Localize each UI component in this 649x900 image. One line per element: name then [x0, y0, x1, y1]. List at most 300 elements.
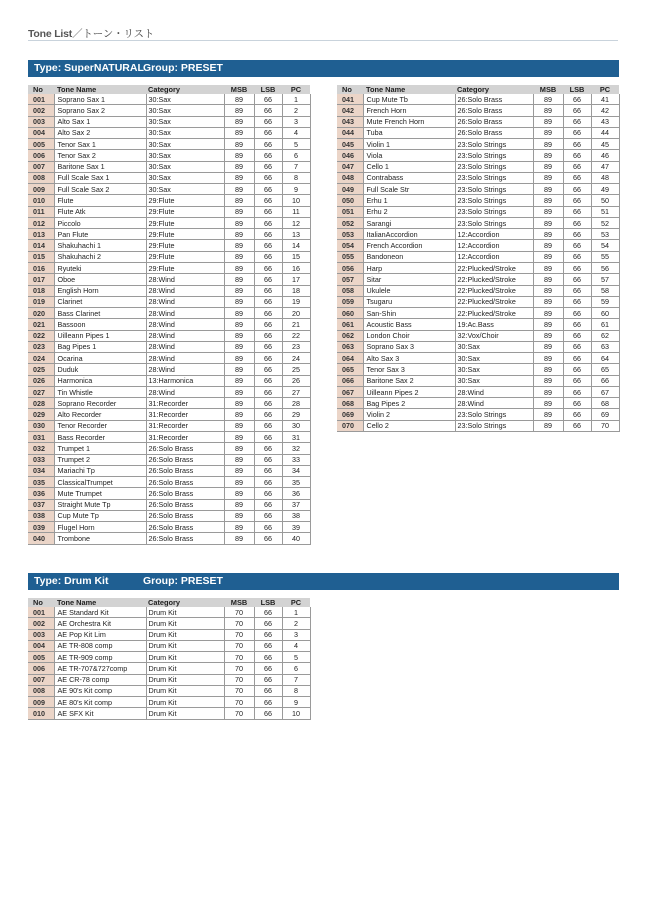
cell-pc: 69 [591, 409, 619, 420]
table-row [28, 161, 310, 172]
cell-lsb: 66 [254, 240, 282, 251]
cell-category: 30:Sax [146, 139, 224, 150]
table-row [28, 533, 310, 544]
cell-name: Soprano Sax 2 [54, 105, 146, 116]
table-row [28, 217, 310, 228]
column-header-category: Category [146, 85, 224, 94]
cell-lsb: 66 [254, 488, 282, 499]
cell-name: Violin 2 [363, 409, 455, 420]
cell-category: 30:Sax [146, 94, 224, 105]
cell-msb: 89 [224, 533, 254, 544]
cell-pc: 46 [591, 150, 619, 161]
cell-lsb: 66 [563, 420, 591, 431]
cell-category: 30:Sax [146, 105, 224, 116]
cell-name: Bass Clarinet [54, 308, 146, 319]
column-header-no: No [337, 85, 363, 94]
cell-pc: 59 [591, 296, 619, 307]
cell-lsb: 66 [254, 94, 282, 105]
cell-msb: 89 [224, 217, 254, 228]
cell-category: 26:Solo Brass [146, 510, 224, 521]
cell-lsb: 66 [563, 229, 591, 240]
cell-no: 002 [28, 105, 54, 116]
cell-name: AE TR-909 comp [54, 652, 146, 663]
cell-no: 057 [337, 274, 363, 285]
cell-pc: 43 [591, 116, 619, 127]
cell-category: 22:Plucked/Stroke [455, 274, 533, 285]
table-row [28, 308, 310, 319]
cell-no: 059 [337, 296, 363, 307]
cell-category: Drum Kit [146, 640, 224, 651]
cell-lsb: 66 [254, 364, 282, 375]
column-header-category: Category [146, 598, 224, 607]
table-row [28, 375, 310, 386]
cell-pc: 19 [282, 296, 310, 307]
cell-lsb: 66 [254, 274, 282, 285]
cell-no: 047 [337, 161, 363, 172]
cell-name: Uilleann Pipes 1 [54, 330, 146, 341]
cell-pc: 11 [282, 206, 310, 217]
cell-no: 004 [28, 127, 54, 138]
cell-category: 23:Solo Strings [455, 161, 533, 172]
cell-category: 23:Solo Strings [455, 409, 533, 420]
cell-lsb: 66 [563, 206, 591, 217]
cell-pc: 33 [282, 454, 310, 465]
cell-pc: 5 [282, 652, 310, 663]
cell-category: 31:Recorder [146, 420, 224, 431]
cell-pc: 40 [282, 533, 310, 544]
cell-lsb: 66 [254, 341, 282, 352]
table-row [28, 105, 310, 116]
cell-name: French Accordion [363, 240, 455, 251]
cell-lsb: 66 [254, 409, 282, 420]
cell-no: 069 [337, 409, 363, 420]
cell-msb: 70 [224, 607, 254, 618]
cell-pc: 31 [282, 431, 310, 442]
column-header-no: No [28, 85, 54, 94]
cell-no: 001 [28, 607, 54, 618]
table-row [337, 375, 619, 386]
cell-lsb: 66 [254, 105, 282, 116]
table-row [28, 499, 310, 510]
cell-category: 30:Sax [146, 161, 224, 172]
table-row [28, 172, 310, 183]
cell-lsb: 66 [563, 285, 591, 296]
cell-msb: 89 [224, 353, 254, 364]
cell-category: 29:Flute [146, 229, 224, 240]
cell-category: 26:Solo Brass [146, 454, 224, 465]
cell-pc: 42 [591, 105, 619, 116]
table-row [337, 184, 619, 195]
cell-msb: 89 [533, 251, 563, 262]
cell-lsb: 66 [563, 94, 591, 105]
cell-name: Bag Pipes 2 [363, 398, 455, 409]
cell-pc: 39 [282, 522, 310, 533]
cell-no: 046 [337, 150, 363, 161]
table-header-row [28, 85, 310, 94]
cell-no: 058 [337, 285, 363, 296]
cell-pc: 52 [591, 217, 619, 228]
cell-msb: 89 [533, 308, 563, 319]
cell-lsb: 66 [254, 533, 282, 544]
cell-pc: 57 [591, 274, 619, 285]
cell-name: Bag Pipes 1 [54, 341, 146, 352]
cell-msb: 89 [224, 285, 254, 296]
cell-no: 026 [28, 375, 54, 386]
table-row [28, 330, 310, 341]
cell-pc: 25 [282, 364, 310, 375]
cell-name: Cello 1 [363, 161, 455, 172]
cell-pc: 22 [282, 330, 310, 341]
table-header-row [337, 85, 619, 94]
cell-msb: 89 [224, 251, 254, 262]
cell-msb: 89 [224, 375, 254, 386]
cell-no: 009 [28, 697, 54, 708]
cell-lsb: 66 [563, 195, 591, 206]
cell-category: 22:Plucked/Stroke [455, 285, 533, 296]
table-row [337, 262, 619, 273]
cell-lsb: 66 [254, 296, 282, 307]
cell-category: 30:Sax [455, 353, 533, 364]
cell-name: Bass Recorder [54, 431, 146, 442]
cell-no: 024 [28, 353, 54, 364]
cell-lsb: 66 [254, 708, 282, 719]
cell-lsb: 66 [563, 139, 591, 150]
cell-pc: 7 [282, 161, 310, 172]
page-title-main: Tone List [28, 28, 73, 40]
cell-name: Soprano Recorder [54, 398, 146, 409]
cell-no: 025 [28, 364, 54, 375]
cell-msb: 70 [224, 663, 254, 674]
cell-no: 031 [28, 431, 54, 442]
cell-name: Soprano Sax 1 [54, 94, 146, 105]
cell-no: 006 [28, 150, 54, 161]
cell-category: 23:Solo Strings [455, 150, 533, 161]
cell-pc: 20 [282, 308, 310, 319]
cell-category: 26:Solo Brass [455, 105, 533, 116]
cell-lsb: 66 [563, 161, 591, 172]
cell-pc: 32 [282, 443, 310, 454]
cell-msb: 89 [533, 409, 563, 420]
cell-no: 008 [28, 685, 54, 696]
cell-msb: 89 [224, 477, 254, 488]
cell-category: 28:Wind [146, 330, 224, 341]
section-type-label: Type: Drum Kit [34, 575, 109, 587]
cell-name: Pan Flute [54, 229, 146, 240]
cell-category: 30:Sax [146, 127, 224, 138]
cell-lsb: 66 [563, 308, 591, 319]
cell-lsb: 66 [254, 319, 282, 330]
cell-name: Tin Whistle [54, 386, 146, 397]
cell-pc: 51 [591, 206, 619, 217]
cell-name: San-Shin [363, 308, 455, 319]
cell-no: 048 [337, 172, 363, 183]
table-row [28, 674, 310, 685]
cell-category: Drum Kit [146, 663, 224, 674]
cell-lsb: 66 [254, 375, 282, 386]
cell-msb: 89 [224, 296, 254, 307]
cell-pc: 65 [591, 364, 619, 375]
cell-msb: 89 [533, 296, 563, 307]
cell-category: 23:Solo Strings [455, 195, 533, 206]
cell-no: 060 [337, 308, 363, 319]
cell-name: AE Orchestra Kit [54, 618, 146, 629]
table-row [28, 127, 310, 138]
cell-name: Straight Mute Tp [54, 499, 146, 510]
cell-name: Bandoneon [363, 251, 455, 262]
cell-no: 008 [28, 172, 54, 183]
cell-name: Erhu 2 [363, 206, 455, 217]
table-row [28, 195, 310, 206]
cell-pc: 56 [591, 262, 619, 273]
cell-name: AE Pop Kit Lim [54, 629, 146, 640]
column-header-pc: PC [591, 85, 619, 94]
cell-msb: 89 [533, 139, 563, 150]
cell-no: 012 [28, 217, 54, 228]
cell-msb: 89 [224, 420, 254, 431]
cell-no: 051 [337, 206, 363, 217]
table-row [337, 195, 619, 206]
table-row [337, 353, 619, 364]
table-row [337, 240, 619, 251]
cell-no: 066 [337, 375, 363, 386]
cell-pc: 28 [282, 398, 310, 409]
cell-pc: 9 [282, 184, 310, 195]
cell-no: 065 [337, 364, 363, 375]
cell-name: Bassoon [54, 319, 146, 330]
cell-category: 28:Wind [455, 386, 533, 397]
cell-msb: 89 [224, 262, 254, 273]
cell-msb: 89 [533, 274, 563, 285]
cell-no: 010 [28, 195, 54, 206]
cell-category: 29:Flute [146, 251, 224, 262]
cell-name: Cello 2 [363, 420, 455, 431]
cell-msb: 89 [224, 364, 254, 375]
cell-msb: 89 [224, 510, 254, 521]
cell-pc: 13 [282, 229, 310, 240]
cell-lsb: 66 [563, 375, 591, 386]
table-row [337, 330, 619, 341]
cell-no: 003 [28, 116, 54, 127]
cell-no: 070 [337, 420, 363, 431]
cell-pc: 9 [282, 697, 310, 708]
cell-lsb: 66 [563, 386, 591, 397]
table-row [28, 708, 310, 719]
cell-msb: 89 [224, 398, 254, 409]
cell-category: 12:Accordion [455, 251, 533, 262]
cell-category: Drum Kit [146, 697, 224, 708]
cell-pc: 27 [282, 386, 310, 397]
table-row [28, 150, 310, 161]
cell-no: 054 [337, 240, 363, 251]
column-header-pc: PC [282, 85, 310, 94]
cell-category: 31:Recorder [146, 398, 224, 409]
cell-msb: 89 [224, 240, 254, 251]
cell-no: 019 [28, 296, 54, 307]
cell-pc: 66 [591, 375, 619, 386]
column-header-msb: MSB [224, 598, 254, 607]
cell-name: AE CR-78 comp [54, 674, 146, 685]
cell-category: Drum Kit [146, 652, 224, 663]
cell-name: French Horn [363, 105, 455, 116]
cell-msb: 89 [224, 195, 254, 206]
cell-category: Drum Kit [146, 618, 224, 629]
cell-name: Trumpet 2 [54, 454, 146, 465]
column-header-lsb: LSB [563, 85, 591, 94]
cell-category: 26:Solo Brass [146, 477, 224, 488]
cell-msb: 89 [533, 105, 563, 116]
cell-pc: 29 [282, 409, 310, 420]
cell-msb: 70 [224, 708, 254, 719]
cell-name: Tenor Recorder [54, 420, 146, 431]
cell-msb: 70 [224, 685, 254, 696]
table-row [28, 652, 310, 663]
cell-category: 30:Sax [455, 364, 533, 375]
cell-pc: 64 [591, 353, 619, 364]
cell-category: 31:Recorder [146, 431, 224, 442]
section-group-label: Group: PRESET [143, 62, 223, 74]
column-header-category: Category [455, 85, 533, 94]
cell-lsb: 66 [254, 663, 282, 674]
table-row [337, 364, 619, 375]
cell-no: 029 [28, 409, 54, 420]
table-row [28, 229, 310, 240]
cell-pc: 53 [591, 229, 619, 240]
cell-pc: 3 [282, 629, 310, 640]
cell-lsb: 66 [563, 172, 591, 183]
cell-lsb: 66 [254, 285, 282, 296]
cell-pc: 21 [282, 319, 310, 330]
cell-category: 30:Sax [146, 184, 224, 195]
table-row [28, 663, 310, 674]
cell-name: Tenor Sax 2 [54, 150, 146, 161]
cell-category: 22:Plucked/Stroke [455, 308, 533, 319]
cell-category: 26:Solo Brass [455, 127, 533, 138]
table-row [28, 443, 310, 454]
table-row [337, 229, 619, 240]
cell-lsb: 66 [254, 330, 282, 341]
cell-msb: 89 [224, 341, 254, 352]
table-row [28, 607, 310, 618]
cell-pc: 8 [282, 172, 310, 183]
cell-name: Ocarina [54, 353, 146, 364]
table-row [337, 105, 619, 116]
column-header-name: Tone Name [363, 85, 455, 94]
cell-name: Soprano Sax 3 [363, 341, 455, 352]
cell-lsb: 66 [254, 251, 282, 262]
cell-pc: 2 [282, 105, 310, 116]
cell-msb: 89 [533, 319, 563, 330]
cell-no: 027 [28, 386, 54, 397]
cell-category: Drum Kit [146, 708, 224, 719]
column-header-lsb: LSB [254, 598, 282, 607]
column-header-msb: MSB [533, 85, 563, 94]
cell-msb: 89 [533, 398, 563, 409]
cell-name: Ryuteki [54, 262, 146, 273]
cell-msb: 89 [533, 330, 563, 341]
cell-name: Sitar [363, 274, 455, 285]
cell-lsb: 66 [254, 522, 282, 533]
cell-no: 063 [337, 341, 363, 352]
cell-name: Cup Mute Tb [363, 94, 455, 105]
cell-pc: 47 [591, 161, 619, 172]
cell-no: 052 [337, 217, 363, 228]
cell-no: 015 [28, 251, 54, 262]
cell-msb: 89 [224, 499, 254, 510]
cell-pc: 45 [591, 139, 619, 150]
cell-msb: 89 [224, 431, 254, 442]
cell-no: 030 [28, 420, 54, 431]
cell-pc: 55 [591, 251, 619, 262]
table-row [28, 640, 310, 651]
cell-lsb: 66 [254, 629, 282, 640]
cell-no: 003 [28, 629, 54, 640]
table-row [28, 629, 310, 640]
column-header-name: Tone Name [54, 85, 146, 94]
cell-lsb: 66 [254, 127, 282, 138]
cell-category: 28:Wind [146, 386, 224, 397]
table-row [337, 150, 619, 161]
cell-no: 001 [28, 94, 54, 105]
cell-msb: 89 [224, 488, 254, 499]
cell-no: 013 [28, 229, 54, 240]
table-row [28, 454, 310, 465]
table-row [337, 139, 619, 150]
table-row [28, 184, 310, 195]
section-group-label: Group: PRESET [143, 575, 223, 587]
cell-msb: 70 [224, 652, 254, 663]
cell-lsb: 66 [254, 499, 282, 510]
cell-pc: 12 [282, 217, 310, 228]
table-row [337, 161, 619, 172]
cell-name: Acoustic Bass [363, 319, 455, 330]
cell-pc: 50 [591, 195, 619, 206]
cell-no: 032 [28, 443, 54, 454]
cell-lsb: 66 [563, 150, 591, 161]
cell-no: 005 [28, 139, 54, 150]
cell-category: 26:Solo Brass [146, 488, 224, 499]
cell-lsb: 66 [563, 319, 591, 330]
cell-msb: 89 [533, 229, 563, 240]
cell-no: 009 [28, 184, 54, 195]
cell-category: 26:Solo Brass [146, 443, 224, 454]
cell-name: Clarinet [54, 296, 146, 307]
cell-pc: 3 [282, 116, 310, 127]
cell-lsb: 66 [254, 510, 282, 521]
cell-lsb: 66 [563, 353, 591, 364]
cell-name: Flute [54, 195, 146, 206]
cell-lsb: 66 [254, 398, 282, 409]
cell-msb: 89 [224, 116, 254, 127]
table-row [28, 251, 310, 262]
cell-lsb: 66 [254, 454, 282, 465]
cell-no: 067 [337, 386, 363, 397]
cell-no: 045 [337, 139, 363, 150]
cell-category: 28:Wind [146, 353, 224, 364]
cell-category: 28:Wind [146, 308, 224, 319]
cell-msb: 89 [533, 386, 563, 397]
cell-pc: 61 [591, 319, 619, 330]
cell-msb: 89 [224, 443, 254, 454]
cell-no: 010 [28, 708, 54, 719]
cell-msb: 89 [224, 274, 254, 285]
cell-name: Alto Sax 1 [54, 116, 146, 127]
cell-name: Flugel Horn [54, 522, 146, 533]
cell-pc: 30 [282, 420, 310, 431]
cell-category: 28:Wind [146, 319, 224, 330]
cell-category: Drum Kit [146, 685, 224, 696]
cell-category: 28:Wind [146, 296, 224, 307]
cell-no: 023 [28, 341, 54, 352]
